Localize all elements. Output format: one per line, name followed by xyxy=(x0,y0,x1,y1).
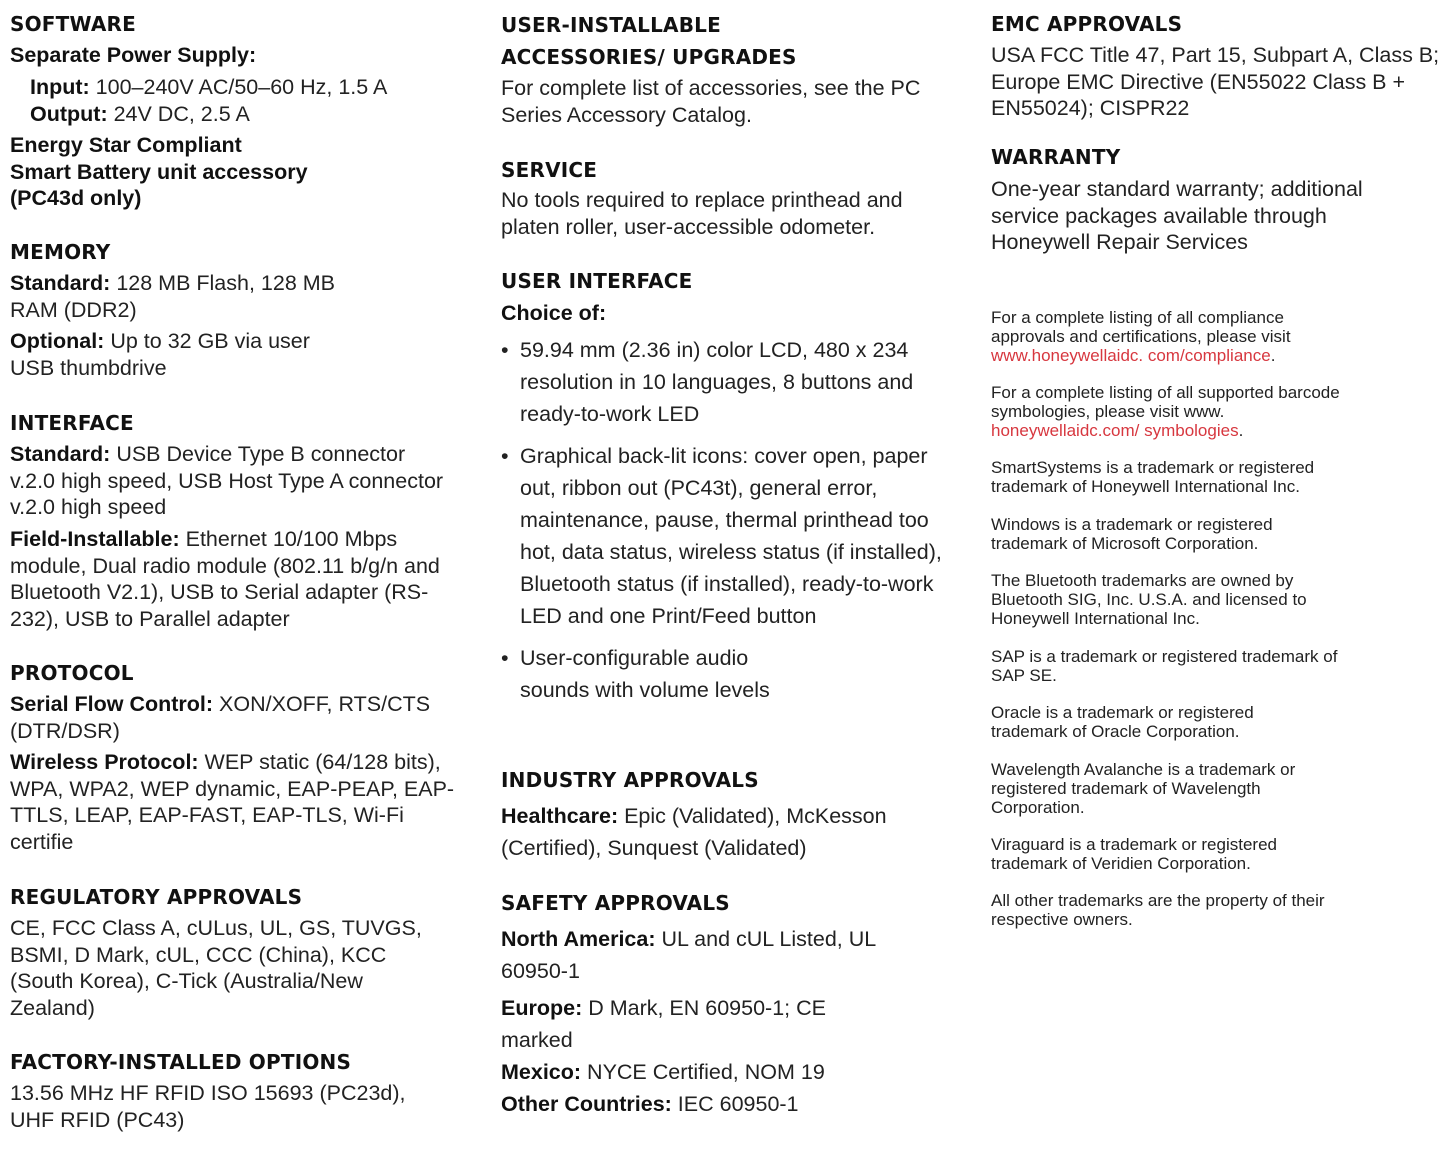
healthcare-label: Healthcare: xyxy=(501,804,619,828)
section-heading-protocol: PROTOCOL xyxy=(10,661,134,685)
list-item-text: User-configurable audio sounds with volume levels xyxy=(520,646,770,702)
safety-other xyxy=(501,1088,951,1120)
section-heading-regulatory: REGULATORY APPROVALS xyxy=(10,885,303,909)
software-extras xyxy=(10,132,470,212)
power-supply-label: Separate Power Supply: xyxy=(10,43,257,67)
safety-europe xyxy=(501,992,831,1056)
choice-of-text: Choice of: xyxy=(501,301,607,325)
emc-text: USA FCC Title 47, Part 15, Subpart A, Class B; Europe EMC Directive (EN55022 Class B + EN55024); CISPR22 xyxy=(991,43,1440,120)
list-item xyxy=(501,334,956,430)
symbologies-link[interactable]: honeywellaidc.com/ symbologies xyxy=(991,420,1239,440)
interface-standard-label: Standard: xyxy=(10,442,111,466)
section-heading-factory: FACTORY-INSTALLED OPTIONS xyxy=(10,1050,352,1074)
bullet-icon: • xyxy=(501,444,509,468)
wireless-protocol-label: Wireless Protocol: xyxy=(10,750,199,774)
europe-value: D Mark, EN 60950-1; CE marked xyxy=(501,996,826,1052)
safety-mexico xyxy=(501,1056,951,1088)
user-interface-list xyxy=(501,334,956,716)
compliance-end: . xyxy=(1270,345,1276,365)
section-heading-emc: EMC APPROVALS xyxy=(991,12,1183,36)
section-heading-industry: INDUSTRY APPROVALS xyxy=(501,768,759,792)
section-heading-warranty: WARRANTY xyxy=(991,145,1121,169)
interface-field-value: Ethernet 10/100 Mbps module, Dual radio module (802.11 b/g/n and Bluetooth V2.1), USB to Serial adapter (RS-232), USB to Parallel adapter xyxy=(10,527,440,631)
interface-standard-value: USB Device Type B connector v.2.0 high speed, USB Host Type A connector v.2.0 high speed xyxy=(10,442,444,519)
other-countries-label: Other Countries: xyxy=(501,1092,672,1116)
section-heading-safety: SAFETY APPROVALS xyxy=(501,891,730,915)
north-america-value: UL and cUL Listed, UL 60950-1 xyxy=(501,927,876,983)
compliance-link[interactable]: www.honeywellaidc. com/compliance xyxy=(991,345,1271,365)
memory-standard-label: Standard: xyxy=(10,271,111,295)
section-heading-accessories-2: ACCESSORIES/ UPGRADES xyxy=(501,45,797,69)
input-value: 100–240V AC/50–60 Hz, 1.5 A xyxy=(89,75,388,99)
choice-of-label xyxy=(501,300,606,327)
compliance-text: For a complete listing of all compliance approvals and certifications, please visit xyxy=(991,308,1291,346)
industry-healthcare xyxy=(501,800,931,864)
input-label: Input: xyxy=(30,75,90,99)
symbologies-end: . xyxy=(1238,420,1244,440)
memory-standard xyxy=(10,270,375,323)
mexico-value: NYCE Certified, NOM 19 xyxy=(581,1060,825,1084)
memory-standard-value: 128 MB Flash, 128 MB RAM (DDR2) xyxy=(10,271,336,322)
section-heading-software: SOFTWARE xyxy=(10,12,137,36)
service-text: No tools required to replace printhead and platen roller, user-accessible odometer. xyxy=(501,188,903,239)
list-item-text: Graphical back-lit icons: cover open, paper out, ribbon out (PC43t), general error, maintenance, pause, thermal printhead too hot, data status, wireless status (if installed), Bluetooth status (if installed), ready-to-work LED and one Print/Feed button xyxy=(520,444,942,628)
battery-line1: Smart Battery unit accessory xyxy=(10,159,308,184)
serial-flow-label: Serial Flow Control: xyxy=(10,692,214,716)
trademark-note: SmartSystems is a trademark or registered trademark of Honeywell International Inc. xyxy=(991,458,1315,496)
trademark-note: The Bluetooth trademarks are owned by Bluetooth SIG, Inc. U.S.A. and licensed to Honeywell International Inc. xyxy=(991,571,1307,628)
software-input xyxy=(10,74,490,127)
output-value: 24V DC, 2.5 A xyxy=(107,101,250,126)
trademark-note: Viraguard is a trademark or registered trademark of Veridien Corporation. xyxy=(991,835,1277,873)
accessories-text: For complete list of accessories, see the PC Series Accessory Catalog. xyxy=(501,76,921,127)
trademark-note: Windows is a trademark or registered trademark of Microsoft Corporation. xyxy=(991,515,1273,553)
protocol-serial xyxy=(10,691,470,744)
section-heading-user-interface: USER INTERFACE xyxy=(501,269,693,293)
bullet-icon: • xyxy=(501,646,509,670)
memory-optional-value: Up to 32 GB via user USB thumbdrive xyxy=(10,329,310,380)
compliance-note xyxy=(991,309,1351,365)
section-heading-service: SERVICE xyxy=(501,158,598,182)
symbologies-text: For a complete listing of all supported barcode symbologies, please visit www. xyxy=(991,383,1340,421)
safety-north-america xyxy=(501,923,881,987)
software-power-supply xyxy=(10,42,470,69)
section-heading-interface: INTERFACE xyxy=(10,411,134,435)
bullet-icon: • xyxy=(501,338,509,362)
europe-label: Europe: xyxy=(501,996,583,1020)
warranty-text: One-year standard warranty; additional service packages available through Honeywell Repair Services xyxy=(991,177,1363,254)
output-label: Output: xyxy=(30,101,108,126)
protocol-wireless xyxy=(10,749,460,855)
list-item xyxy=(501,642,820,706)
other-countries-value: IEC 60950-1 xyxy=(671,1092,799,1116)
section-heading-memory: MEMORY xyxy=(10,240,111,264)
memory-optional-label: Optional: xyxy=(10,329,105,353)
interface-field-label: Field-Installable: xyxy=(10,527,180,551)
memory-optional xyxy=(10,328,340,381)
list-item xyxy=(501,440,956,632)
trademark-note: SAP is a trademark or registered trademark of SAP SE. xyxy=(991,647,1338,685)
energy-star: Energy Star Compliant xyxy=(10,133,242,157)
trademark-note: Oracle is a trademark or registered trademark of Oracle Corporation. xyxy=(991,703,1254,741)
healthcare-value: Epic (Validated), McKesson (Certified), Sunquest (Validated) xyxy=(501,804,887,860)
interface-field-installable xyxy=(10,526,470,632)
battery-line2: (PC43d only) xyxy=(10,186,142,210)
north-america-label: North America: xyxy=(501,927,656,951)
symbologies-note xyxy=(991,384,1351,440)
factory-text: 13.56 MHz HF RFID ISO 15693 (PC23d), UHF RFID (PC43) xyxy=(10,1081,406,1132)
mexico-label: Mexico: xyxy=(501,1060,582,1084)
regulatory-text: CE, FCC Class A, cULus, UL, GS, TUVGS, BSMI, D Mark, cUL, CCC (China), KCC (South Korea), C-Tick (Australia/New Zealand) xyxy=(10,916,422,1020)
section-heading-accessories-1: USER-INSTALLABLE xyxy=(501,13,721,37)
wireless-protocol-value: WEP static (64/128 bits), WPA, WPA2, WEP dynamic, EAP-PEAP, EAP- TTLS, LEAP, EAP-FAST, EAP-TLS, Wi-Fi certifie xyxy=(10,750,455,854)
list-item-text: 59.94 mm (2.36 in) color LCD, 480 x 234 resolution in 10 languages, 8 buttons and ready-to-work LED xyxy=(520,338,914,426)
serial-flow-value: XON/XOFF, RTS/CTS (DTR/DSR) xyxy=(10,692,431,743)
interface-standard xyxy=(10,441,450,521)
trademark-note: All other trademarks are the property of their respective owners. xyxy=(991,891,1325,929)
trademark-note: Wavelength Avalanche is a trademark or registered trademark of Wavelength Corporation. xyxy=(991,760,1296,817)
